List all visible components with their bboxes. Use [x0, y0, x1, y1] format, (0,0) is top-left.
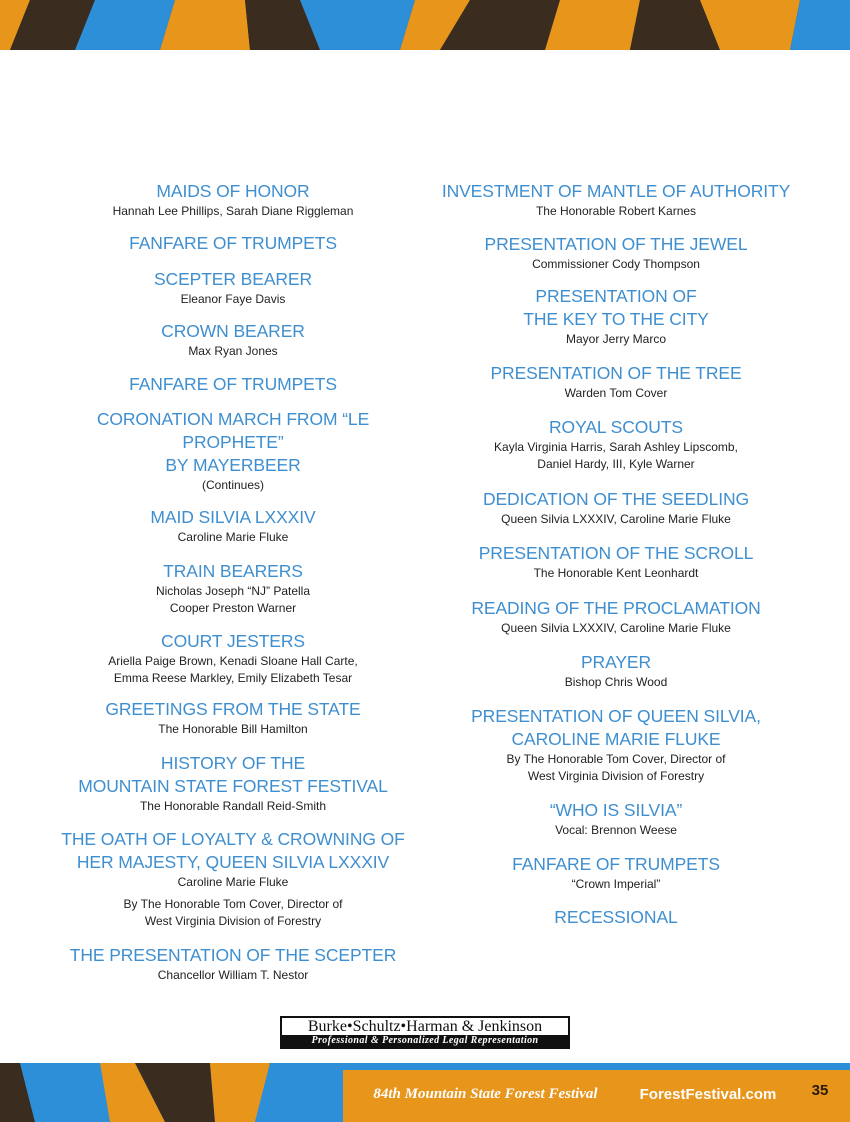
program-item	[434, 488, 798, 528]
festival-url[interactable]: ForestFestival.com	[639, 1086, 777, 1103]
program-item-heading: ROYAL SCOUTS	[549, 417, 683, 437]
program-item	[50, 408, 416, 494]
program-item	[50, 944, 416, 984]
program-item-detail: Caroline Marie Fluke	[177, 875, 289, 889]
program-item-detail: By The Honorable Tom Cover, Director of West Virginia Division of Forestry	[123, 897, 343, 928]
program-item	[50, 630, 416, 687]
program-item-heading: PRAYER	[580, 652, 652, 672]
program-item-detail: Bishop Chris Wood	[564, 675, 668, 689]
program-item	[434, 362, 798, 402]
program-item-detail: Caroline Marie Fluke	[177, 530, 289, 544]
program-item-heading: RECESSIONAL	[554, 907, 678, 927]
program-item-heading: CORONATION MARCH FROM “LE PROPHETE” BY MAYERBEER	[96, 409, 370, 475]
program-item	[50, 268, 416, 308]
program-item-detail: The Honorable Robert Karnes	[535, 204, 697, 218]
sponsor-tagline: Professional & Personalized Legal Representation	[311, 1035, 539, 1046]
program-item	[434, 233, 798, 273]
program-item-heading: INVESTMENT OF MANTLE OF AUTHORITY	[441, 181, 791, 201]
program-item-heading: THE PRESENTATION OF THE SCEPTER	[69, 945, 397, 965]
sponsor-name: Burke•Schultz•Harman & Jenkinson	[282, 1018, 568, 1035]
program-item-detail: Commissioner Cody Thompson	[532, 257, 700, 271]
sponsor-logo	[280, 1016, 570, 1049]
program-item-detail: The Honorable Bill Hamilton	[158, 722, 308, 736]
program-item-heading: DEDICATION OF THE SEEDLING	[482, 489, 750, 509]
program-item-heading: THE OATH OF LOYALTY & CROWNING OF HER MAJESTY, QUEEN SILVIA LXXXIV	[61, 829, 405, 872]
program-item-detail: Nicholas Joseph “NJ” Patella Cooper Preston Warner	[155, 584, 311, 615]
program-item-heading: FANFARE OF TRUMPETS	[512, 854, 720, 874]
program-item	[434, 799, 798, 839]
program-item	[50, 560, 416, 617]
program-item-detail: Kayla Virginia Harris, Sarah Ashley Lipscomb, Daniel Hardy, III, Kyle Warner	[494, 440, 738, 471]
program-item-heading: FANFARE OF TRUMPETS	[129, 233, 337, 253]
program-item	[434, 705, 798, 785]
program-item-heading: GREETINGS FROM THE STATE	[105, 699, 361, 719]
program-item	[434, 906, 798, 929]
page-number: 35	[811, 1082, 829, 1099]
program-item-heading: HISTORY OF THE MOUNTAIN STATE FOREST FESTIVAL	[78, 753, 388, 796]
program-left-column	[50, 180, 416, 984]
program-item	[434, 853, 798, 893]
program-item-heading: MAID SILVIA LXXXIV	[150, 507, 316, 527]
program-item-heading: PRESENTATION OF THE JEWEL	[484, 234, 748, 254]
program-item	[50, 698, 416, 738]
program-item	[50, 828, 416, 930]
program-item-detail: Chancellor William T. Nestor	[157, 968, 309, 982]
program-item-heading: CROWN BEARER	[161, 321, 305, 341]
program-item-heading: PRESENTATION OF THE TREE	[490, 363, 742, 383]
program-item	[50, 180, 416, 220]
program-item-heading: TRAIN BEARERS	[163, 561, 303, 581]
program-item	[434, 180, 798, 220]
program-item-heading: PRESENTATION OF QUEEN SILVIA, CAROLINE MARIE FLUKE	[471, 706, 761, 749]
program-item-detail: Hannah Lee Phillips, Sarah Diane Riggleman	[112, 204, 354, 218]
program-item-detail: Ariella Paige Brown, Kenadi Sloane Hall Carte, Emma Reese Markley, Emily Elizabeth Tesar	[108, 654, 358, 685]
program-item	[434, 597, 798, 637]
program-item-heading: PRESENTATION OF THE KEY TO THE CITY	[523, 286, 709, 329]
program-item-detail: Eleanor Faye Davis	[180, 292, 286, 306]
program-item-heading: COURT JESTERS	[161, 631, 305, 651]
program-item-detail: “Crown Imperial”	[571, 877, 661, 891]
top-decorative-band	[0, 0, 850, 50]
program-right-column	[434, 180, 798, 929]
festival-name: 84th Mountain State Forest Festival	[373, 1086, 598, 1102]
program-item-detail: The Honorable Kent Leonhardt	[533, 566, 699, 580]
program-item-detail: Vocal: Brennon Weese	[555, 823, 677, 837]
program-item-detail: (Continues)	[201, 478, 265, 492]
program-item	[434, 651, 798, 691]
program-item	[434, 542, 798, 582]
program-item	[50, 232, 416, 255]
program-item-detail: Warden Tom Cover	[564, 386, 668, 400]
program-item-heading: FANFARE OF TRUMPETS	[129, 374, 337, 394]
program-item	[50, 320, 416, 360]
program-item-heading: PRESENTATION OF THE SCROLL	[478, 543, 754, 563]
program-item-detail: Queen Silvia LXXXIV, Caroline Marie Fluke	[501, 621, 731, 635]
program-item-detail: By The Honorable Tom Cover, Director of West Virginia Division of Forestry	[506, 752, 726, 783]
program-item-heading: READING OF THE PROCLAMATION	[471, 598, 761, 618]
program-item-detail: Max Ryan Jones	[188, 344, 278, 358]
program-item	[434, 285, 798, 348]
top-band-graphic	[0, 0, 850, 50]
program-item-heading: MAIDS OF HONOR	[156, 181, 310, 201]
program-item-heading: SCEPTER BEARER	[153, 269, 313, 289]
program-item	[434, 416, 798, 473]
program-item-heading: “WHO IS SILVIA”	[549, 800, 683, 820]
program-item-detail: The Honorable Randall Reid-Smith	[139, 799, 327, 813]
program-item-detail: Mayor Jerry Marco	[565, 332, 666, 346]
program-item	[50, 752, 416, 815]
program-item-detail: Queen Silvia LXXXIV, Caroline Marie Fluke	[501, 512, 731, 526]
program-item	[50, 506, 416, 546]
program-item	[50, 373, 416, 396]
